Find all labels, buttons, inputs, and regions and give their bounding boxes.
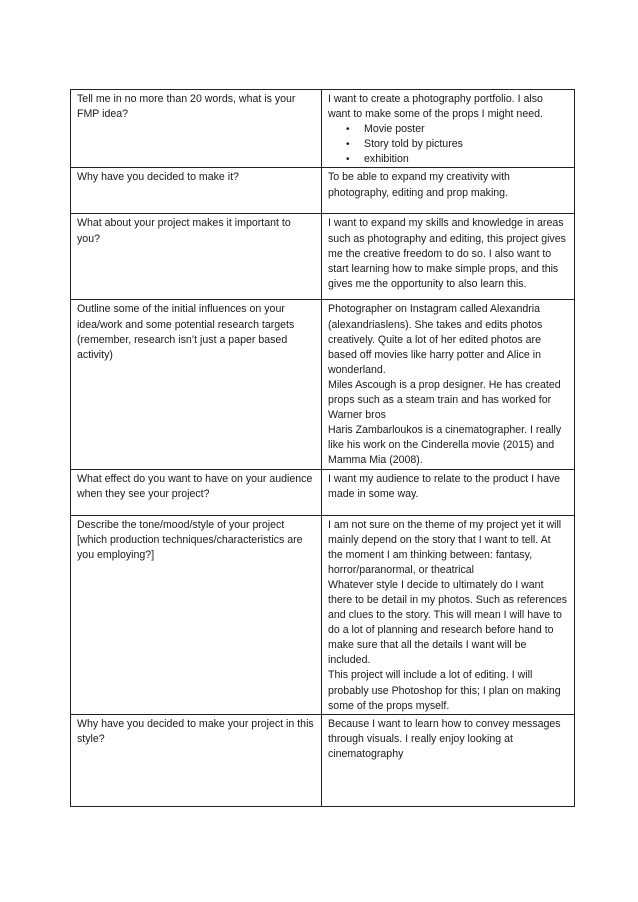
table-row (71, 90, 575, 168)
fmp-proposal-document (70, 89, 573, 807)
question-cell: What effect do you want to have on your audience when they see your project? (71, 469, 322, 515)
answer-cell (322, 214, 575, 300)
proposal-table (70, 89, 575, 807)
table-row (71, 714, 575, 806)
question-cell: Describe the tone/mood/style of your project [which production techniques/characteristics are you employing?] (71, 515, 322, 714)
answer-text: Because I want to learn how to convey messages through visuals. I really enjoy looking at cinematography (328, 717, 561, 760)
answer-text: I am not sure on the theme of my project yet it will mainly depend on the story that I want to tell. At the moment I am thinking between: fantasy, horror/paranormal, or theatrical (328, 518, 562, 576)
answer-text: Miles Ascough is a prop designer. He has created props such as a steam train and has worked for Warner bros (328, 378, 561, 422)
answer-text: This project will include a lot of editing. I will probably use Photoshop for this; I plan on making some of the props myself. (328, 669, 561, 712)
answer-text: Whatever style I decide to ultimately do I want there to be detail in my photos. Such as references and clues to the story. This will mean I will have to do a lot of planning and research before hand to make sure that all the details I want will be included. (328, 578, 568, 667)
answer-cell (322, 469, 575, 515)
table-row (71, 300, 575, 469)
answer-cell (322, 515, 575, 714)
answer-text: Photographer on Instagram called Alexandria (alexandriaslens). She takes and edits photos creatively. Quite a lot of her edited photos are based off movies like harry potter and Alice in wonderland. (328, 303, 543, 376)
answer-cell (322, 714, 575, 806)
answer-text: I want to create a photography portfolio. I also want to make some of the props I might need. (328, 93, 543, 121)
answer-cell (322, 168, 575, 214)
table-row (71, 469, 575, 515)
question-cell: What about your project makes it important to you? (71, 214, 322, 300)
answer-text: I want to expand my skills and knowledge in areas such as photography and editing, this project gives me the creative freedom to do so. I also want to start learning how to make simple props, and this gives me the opportunity to also learn this. (328, 217, 566, 290)
answer-cell (322, 90, 575, 168)
question-cell: Why have you decided to make it? (71, 168, 322, 214)
bullet-list (328, 122, 568, 167)
list-item: • Story told by pictures (364, 137, 568, 152)
question-cell: Why have you decided to make your project in this style? (71, 714, 322, 806)
answer-text: Haris Zambarloukos is a cinematographer. I really like his work on the Cinderella movie (2015) and Mamma Mia (2008). (328, 424, 562, 467)
answer-text: I want my audience to relate to the product I have made in some way. (328, 472, 561, 500)
table-row (71, 168, 575, 214)
table-row (71, 515, 575, 714)
question-cell: Tell me in no more than 20 words, what is your FMP idea? (71, 90, 322, 168)
list-item: • Movie poster (364, 122, 568, 137)
table-row (71, 214, 575, 300)
question-cell: Outline some of the initial influences on your idea/work and some potential research targets (remember, research isn’t just a paper based activity) (71, 300, 322, 469)
list-item: • exhibition (364, 152, 568, 167)
answer-text: To be able to expand my creativity with photography, editing and prop making. (328, 171, 510, 199)
answer-cell (322, 300, 575, 469)
